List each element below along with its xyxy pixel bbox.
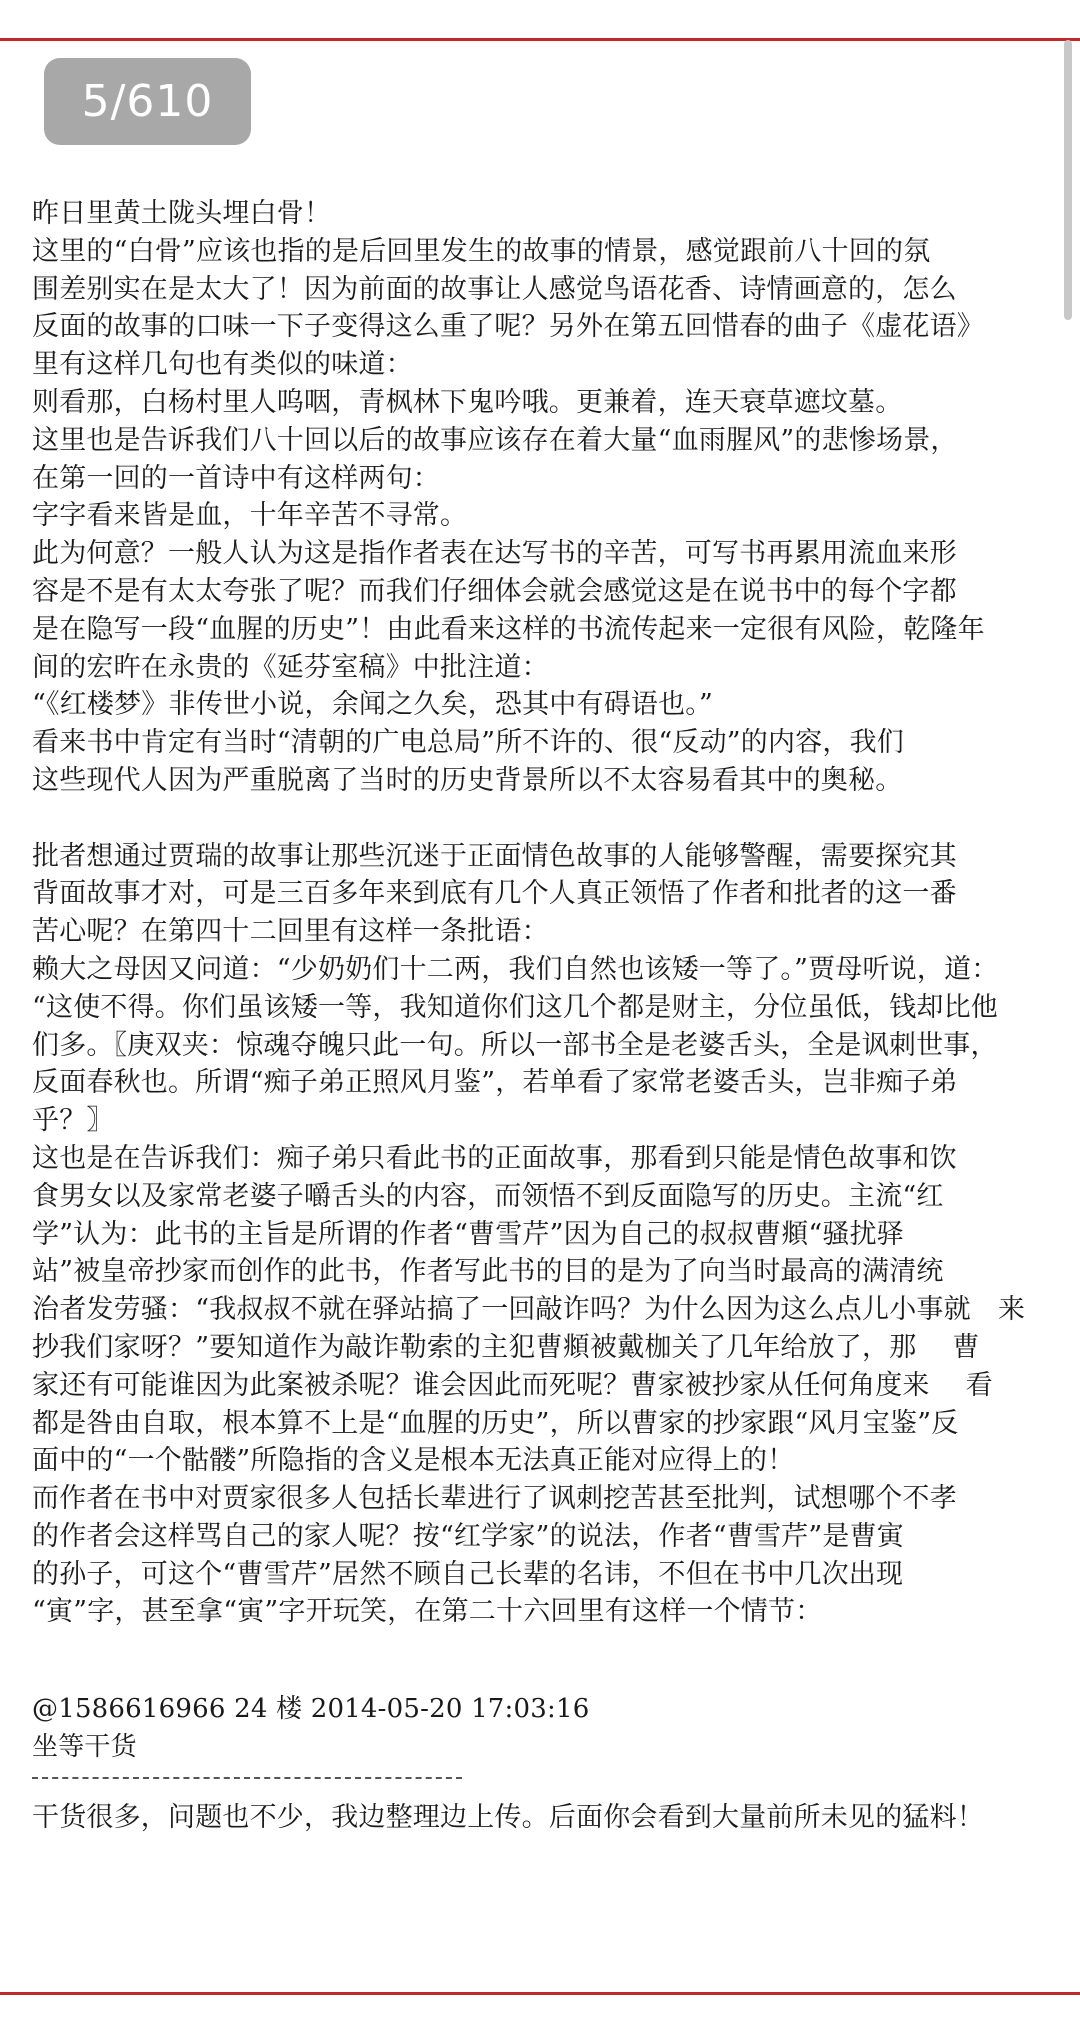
- article-content: [32, 195, 1062, 1836]
- reply-text: 干货很多，问题也不少，我边整理边上传。后面你会看到大量前所未见的猛料！: [32, 1801, 984, 1833]
- text-line: 家还有可能谁因为此案被杀呢？谁会因此而死呢？曹家被抄家从任何角度来 看: [32, 1369, 993, 1401]
- paragraph-gap: [32, 800, 1062, 838]
- top-red-rule: [0, 38, 1080, 41]
- text-line: 此为何意？一般人认为这是指作者表在达写书的辛苦，可写书再累用流血来形: [32, 538, 957, 570]
- text-line: “这使不得。你们虽该矮一等，我知道你们这几个都是财主，分位虽低，钱却比他: [32, 991, 999, 1023]
- page-indicator-text: 5/610: [81, 76, 214, 127]
- text-line: 是在隐写一段“血腥的历史”！由此看来这样的书流传起来一定很有风险，乾隆年: [32, 613, 985, 645]
- text-line: 背面故事才对，可是三百多年来到底有几个人真正领悟了作者和批者的这一番: [32, 878, 957, 910]
- reply-block: [32, 1691, 1062, 1767]
- text-line: 容是不是有太太夸张了呢？而我们仔细体会就会感觉这是在说书中的每个字都: [32, 575, 957, 607]
- text-line: 这里的“白骨”应该也指的是后回里发生的故事的情景，感觉跟前八十回的氛: [32, 235, 931, 267]
- text-line: 们多。〖庚双夹：惊魂夺魄只此一句。所以一部书全是老婆舌头，全是讽刺世事，: [32, 1029, 998, 1061]
- text-line: 这里也是告诉我们八十回以后的故事应该存在着大量“血雨腥风”的悲惨场景，: [32, 424, 958, 456]
- bottom-red-rule: [0, 1992, 1080, 1995]
- text-line: 食男女以及家常老婆子嚼舌头的内容，而领悟不到反面隐写的历史。主流“红: [32, 1180, 944, 1212]
- text-line: 苦心呢？在第四十二回里有这样一条批语：: [32, 916, 549, 948]
- text-line: 治者发劳骚：“我叔叔不就在驿站搞了一回敲诈吗？为什么因为这么点儿小事就 来: [32, 1294, 1026, 1326]
- text-line: 在第一回的一首诗中有这样两句：: [32, 462, 440, 494]
- reply-quote: 坐等干货: [32, 1731, 137, 1762]
- text-line: 围差别实在是太大了！因为前面的故事让人感觉鸟语花香、诗情画意的，怎么: [32, 273, 957, 305]
- text-line: 乎？〗: [32, 1105, 114, 1137]
- reply-meta-line: @1586616966 24 楼 2014-05-20 17:03:16: [32, 1694, 590, 1725]
- text-line: 间的宏旿在永贵的《延芬室稿》中批注道：: [32, 651, 549, 683]
- text-line: 而作者在书中对贾家很多人包括长辈进行了讽刺挖苦甚至批判，试想哪个不孝: [32, 1483, 957, 1515]
- article-body-part-1: [32, 195, 1062, 800]
- text-line: 批者想通过贾瑞的故事让那些沉迷于正面情色故事的人能够警醒，需要探究其: [32, 840, 957, 872]
- text-line: 反面的故事的口味一下子变得这么重了呢？另外在第五回惜春的曲子《虚花语》: [32, 311, 984, 343]
- text-line: 昨日里黄土陇头埋白骨！: [32, 198, 332, 229]
- scrollbar-thumb[interactable]: [1064, 40, 1072, 320]
- text-line: 的孙子，可这个“曹雪芹”居然不顾自己长辈的名讳，不但在书中几次出现: [32, 1558, 904, 1590]
- text-line: 看来书中肯定有当时“清朝的广电总局”所不许的、很“反动”的内容，我们: [32, 727, 905, 759]
- text-line: 里有这样几句也有类似的味道：: [32, 349, 413, 381]
- text-line: 这也是在告诉我们：痴子弟只看此书的正面故事，那看到只能是情色故事和饮: [32, 1142, 957, 1174]
- text-line: 站”被皇帝抄家而创作的此书，作者写此书的目的是为了向当时最高的满清统: [32, 1256, 944, 1288]
- text-line: 的作者会这样骂自己的家人呢？按“红学家”的说法，作者“曹雪芹”是曹寅: [32, 1520, 905, 1552]
- text-line: 抄我们家呀？”要知道作为敲诈勒索的主犯曹頫被戴枷关了几年给放了，那 曹: [32, 1331, 980, 1363]
- text-line: 则看那，白杨村里人呜咽，青枫林下鬼吟哦。更兼着，连天衰草遮坟墓。: [32, 386, 903, 418]
- article-body-part-2: [32, 838, 1062, 1632]
- text-line: 反面春秋也。所谓“痴子弟正照风月鉴”，若单看了家常老婆舌头，岂非痴子弟: [32, 1067, 958, 1099]
- text-line: “寅”字，甚至拿“寅”字开玩笑，在第二十六回里有这样一个情节：: [32, 1596, 823, 1628]
- dashed-divider: [32, 1777, 462, 1799]
- text-line: 字字看来皆是血，十年辛苦不寻常。: [32, 500, 468, 532]
- text-line: 这些现代人因为严重脱离了当时的历史背景所以不太容易看其中的奥秘。: [32, 764, 903, 796]
- text-line: 学”认为：此书的主旨是所谓的作者“曹雪芹”因为自己的叔叔曹頫“骚扰驿: [32, 1218, 905, 1250]
- page-indicator-badge[interactable]: [44, 58, 251, 145]
- reply-text-block: [32, 1799, 1062, 1837]
- paragraph-gap: [32, 1631, 1062, 1669]
- text-line: 都是咎由自取，根本算不上是“血腥的历史”，所以曹家的抄家跟“风月宝鉴”反: [32, 1407, 959, 1439]
- text-line: 赖大之母因又问道：“少奶奶们十二两，我们自然也该矮一等了。”贾母听说，道：: [32, 953, 999, 985]
- text-line: 面中的“一个骷髅”所隐指的含义是根本无法真正能对应得上的！: [32, 1445, 795, 1477]
- text-line: “《红楼梦》非传世小说，余闻之久矣，恐其中有碍语也。”: [32, 689, 714, 721]
